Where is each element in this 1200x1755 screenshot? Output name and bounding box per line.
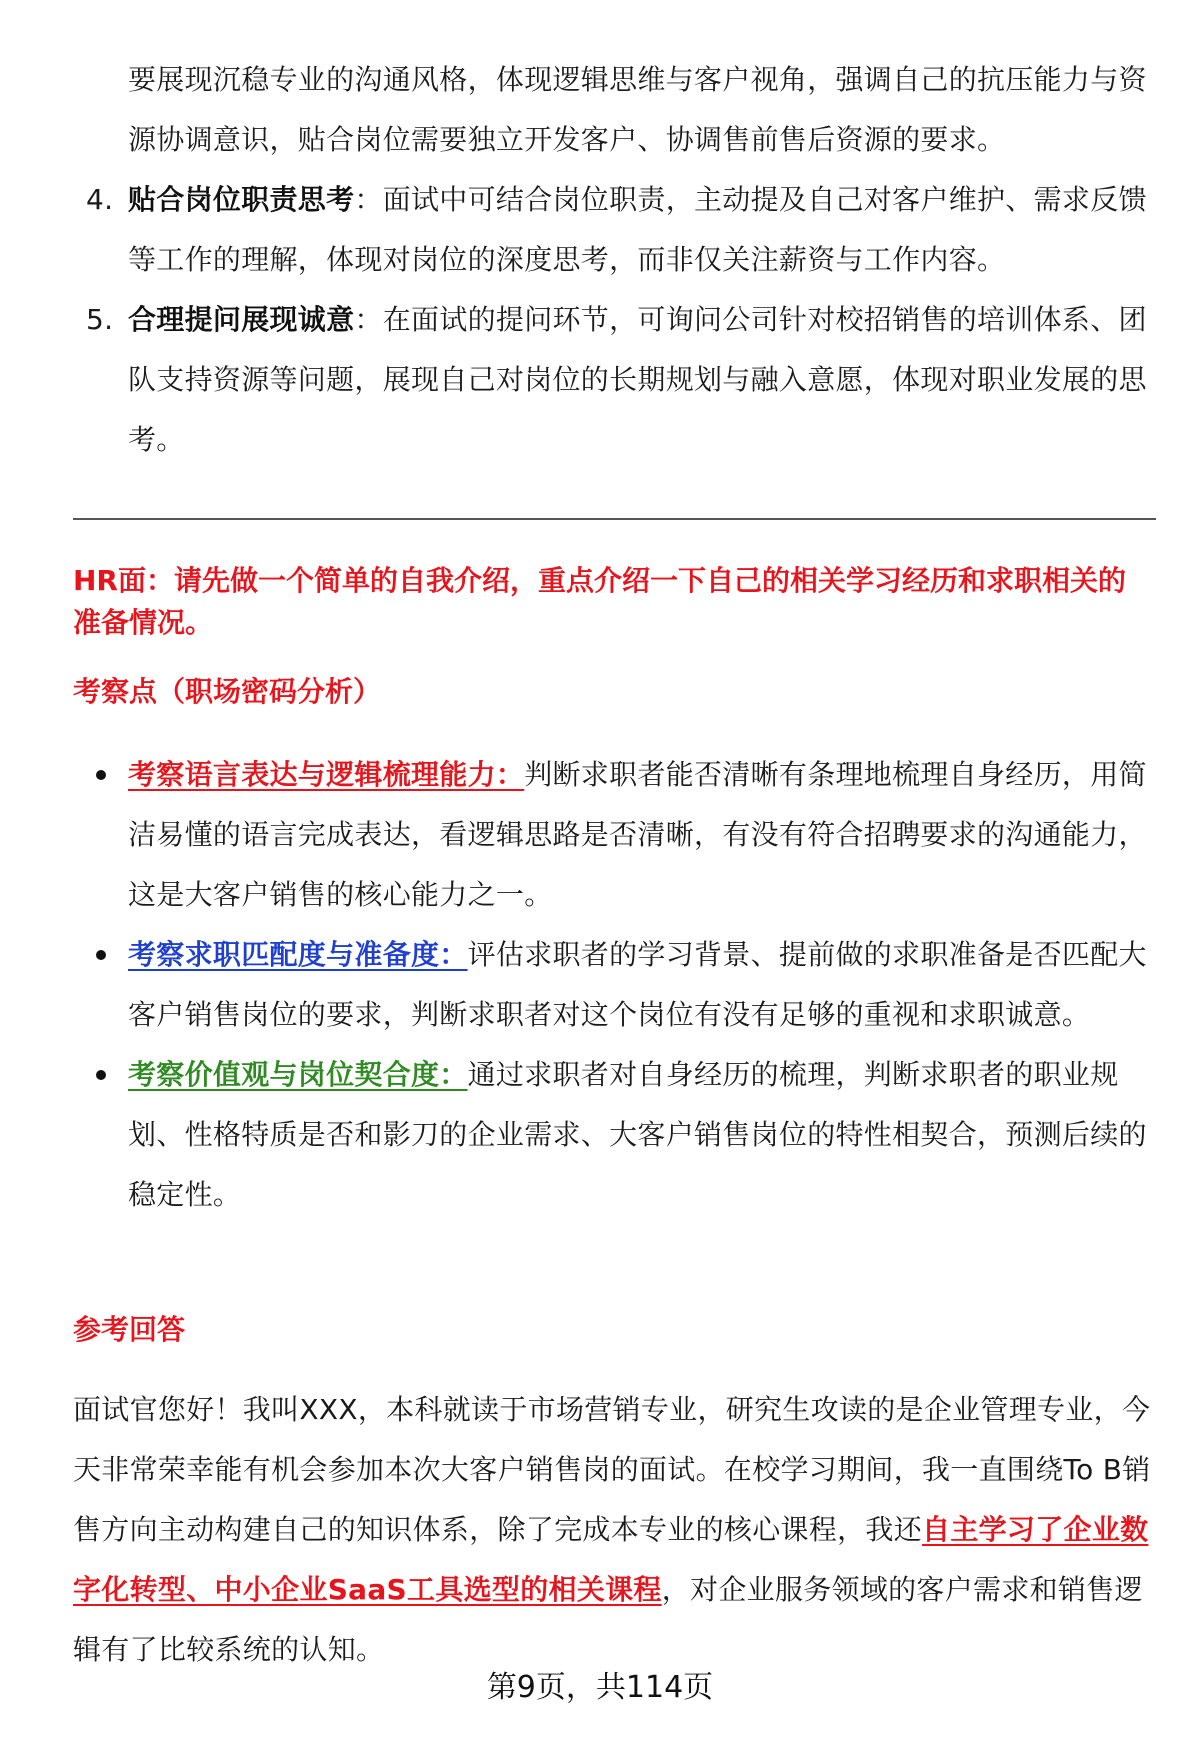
assessment-item	[96, 925, 1156, 1045]
assessment-item	[96, 1045, 1156, 1225]
tip-item	[80, 170, 1150, 290]
continued-paragraph: 要展现沉稳专业的沟通风格，体现逻辑思维与客户视角，强调自己的抗压能力与资源协调意识，贴合岗位需要独立开发客户、协调售前售后资源的要求。	[128, 63, 1147, 156]
assessment-body: 评估求职者的学习背景、提前做的求职准备是否匹配大客户销售岗位的要求，判断求职者对这个岗位有没有足够的重视和求职诚意。	[128, 938, 1147, 1031]
bullet-dot	[96, 950, 106, 960]
assessment-body: 判断求职者能否清晰有条理地梳理自身经历，用简洁易懂的语言完成表达，看逻辑思路是否清晰，有没有符合招聘要求的沟通能力，这是大客户销售的核心能力之一。	[128, 758, 1147, 911]
tip-number: 4.	[86, 183, 114, 216]
assessment-label: 考察语言表达与逻辑梳理能力：	[128, 758, 525, 791]
tip-title: 合理提问展现诚意	[128, 303, 355, 336]
assessment-heading: 考察点（职场密码分析）	[73, 675, 382, 708]
reference-heading: 参考回答	[73, 1313, 186, 1346]
tip-number: 5.	[86, 303, 114, 336]
bullet-dot	[96, 770, 106, 780]
reference-answer	[73, 1380, 1158, 1680]
section-divider	[73, 518, 1156, 520]
answer-text: 面试官您好！我叫XXX，本科就读于市场营销专业，研究生攻读的是企业管理专业，今天非常荣幸能有机会参加本次大客户销售岗的面试。在校学习期间，我一直围绕To B销售方向主动构建自己的知识体系，除了完成本专业的核心课程，我还	[73, 1393, 1151, 1546]
assessment-item	[96, 745, 1156, 925]
tip-item	[80, 290, 1150, 470]
assessment-body: 通过求职者对自身经历的梳理，判断求职者的职业规划、性格特质是否和影刀的企业需求、大客户销售岗位的特性相契合，预测后续的稳定性。	[128, 1058, 1147, 1211]
assessment-label: 考察求职匹配度与准备度：	[128, 938, 468, 971]
assessment-list	[96, 745, 1156, 1225]
page-number: 第9页，共114页	[486, 1670, 714, 1705]
answer-highlight: 自主学习了企业数字化转型、中小企业SaaS工具选型的相关课程	[73, 1513, 1149, 1606]
tips-list	[80, 170, 1150, 470]
assessment-label: 考察价值观与岗位契合度：	[128, 1058, 468, 1091]
interview-question: HR面：请先做一个简单的自我介绍，重点介绍一下自己的相关学习经历和求职相关的准备情况。	[73, 564, 1126, 639]
tip-body: ：面试中可结合岗位职责，主动提及自己对客户维护、需求反馈等工作的理解，体现对岗位的深度思考，而非仅关注薪资与工作内容。	[128, 183, 1147, 276]
answer-text-end: ，对企业服务领域的客户需求和销售逻辑有了比较系统的认知。	[73, 1573, 1143, 1666]
tip-title: 贴合岗位职责思考	[128, 183, 355, 216]
bullet-dot	[96, 1070, 106, 1080]
tip-body: ：在面试的提问环节，可询问公司针对校招销售的培训体系、团队支持资源等问题，展现自己对岗位的长期规划与融入意愿，体现对职业发展的思考。	[128, 303, 1147, 456]
